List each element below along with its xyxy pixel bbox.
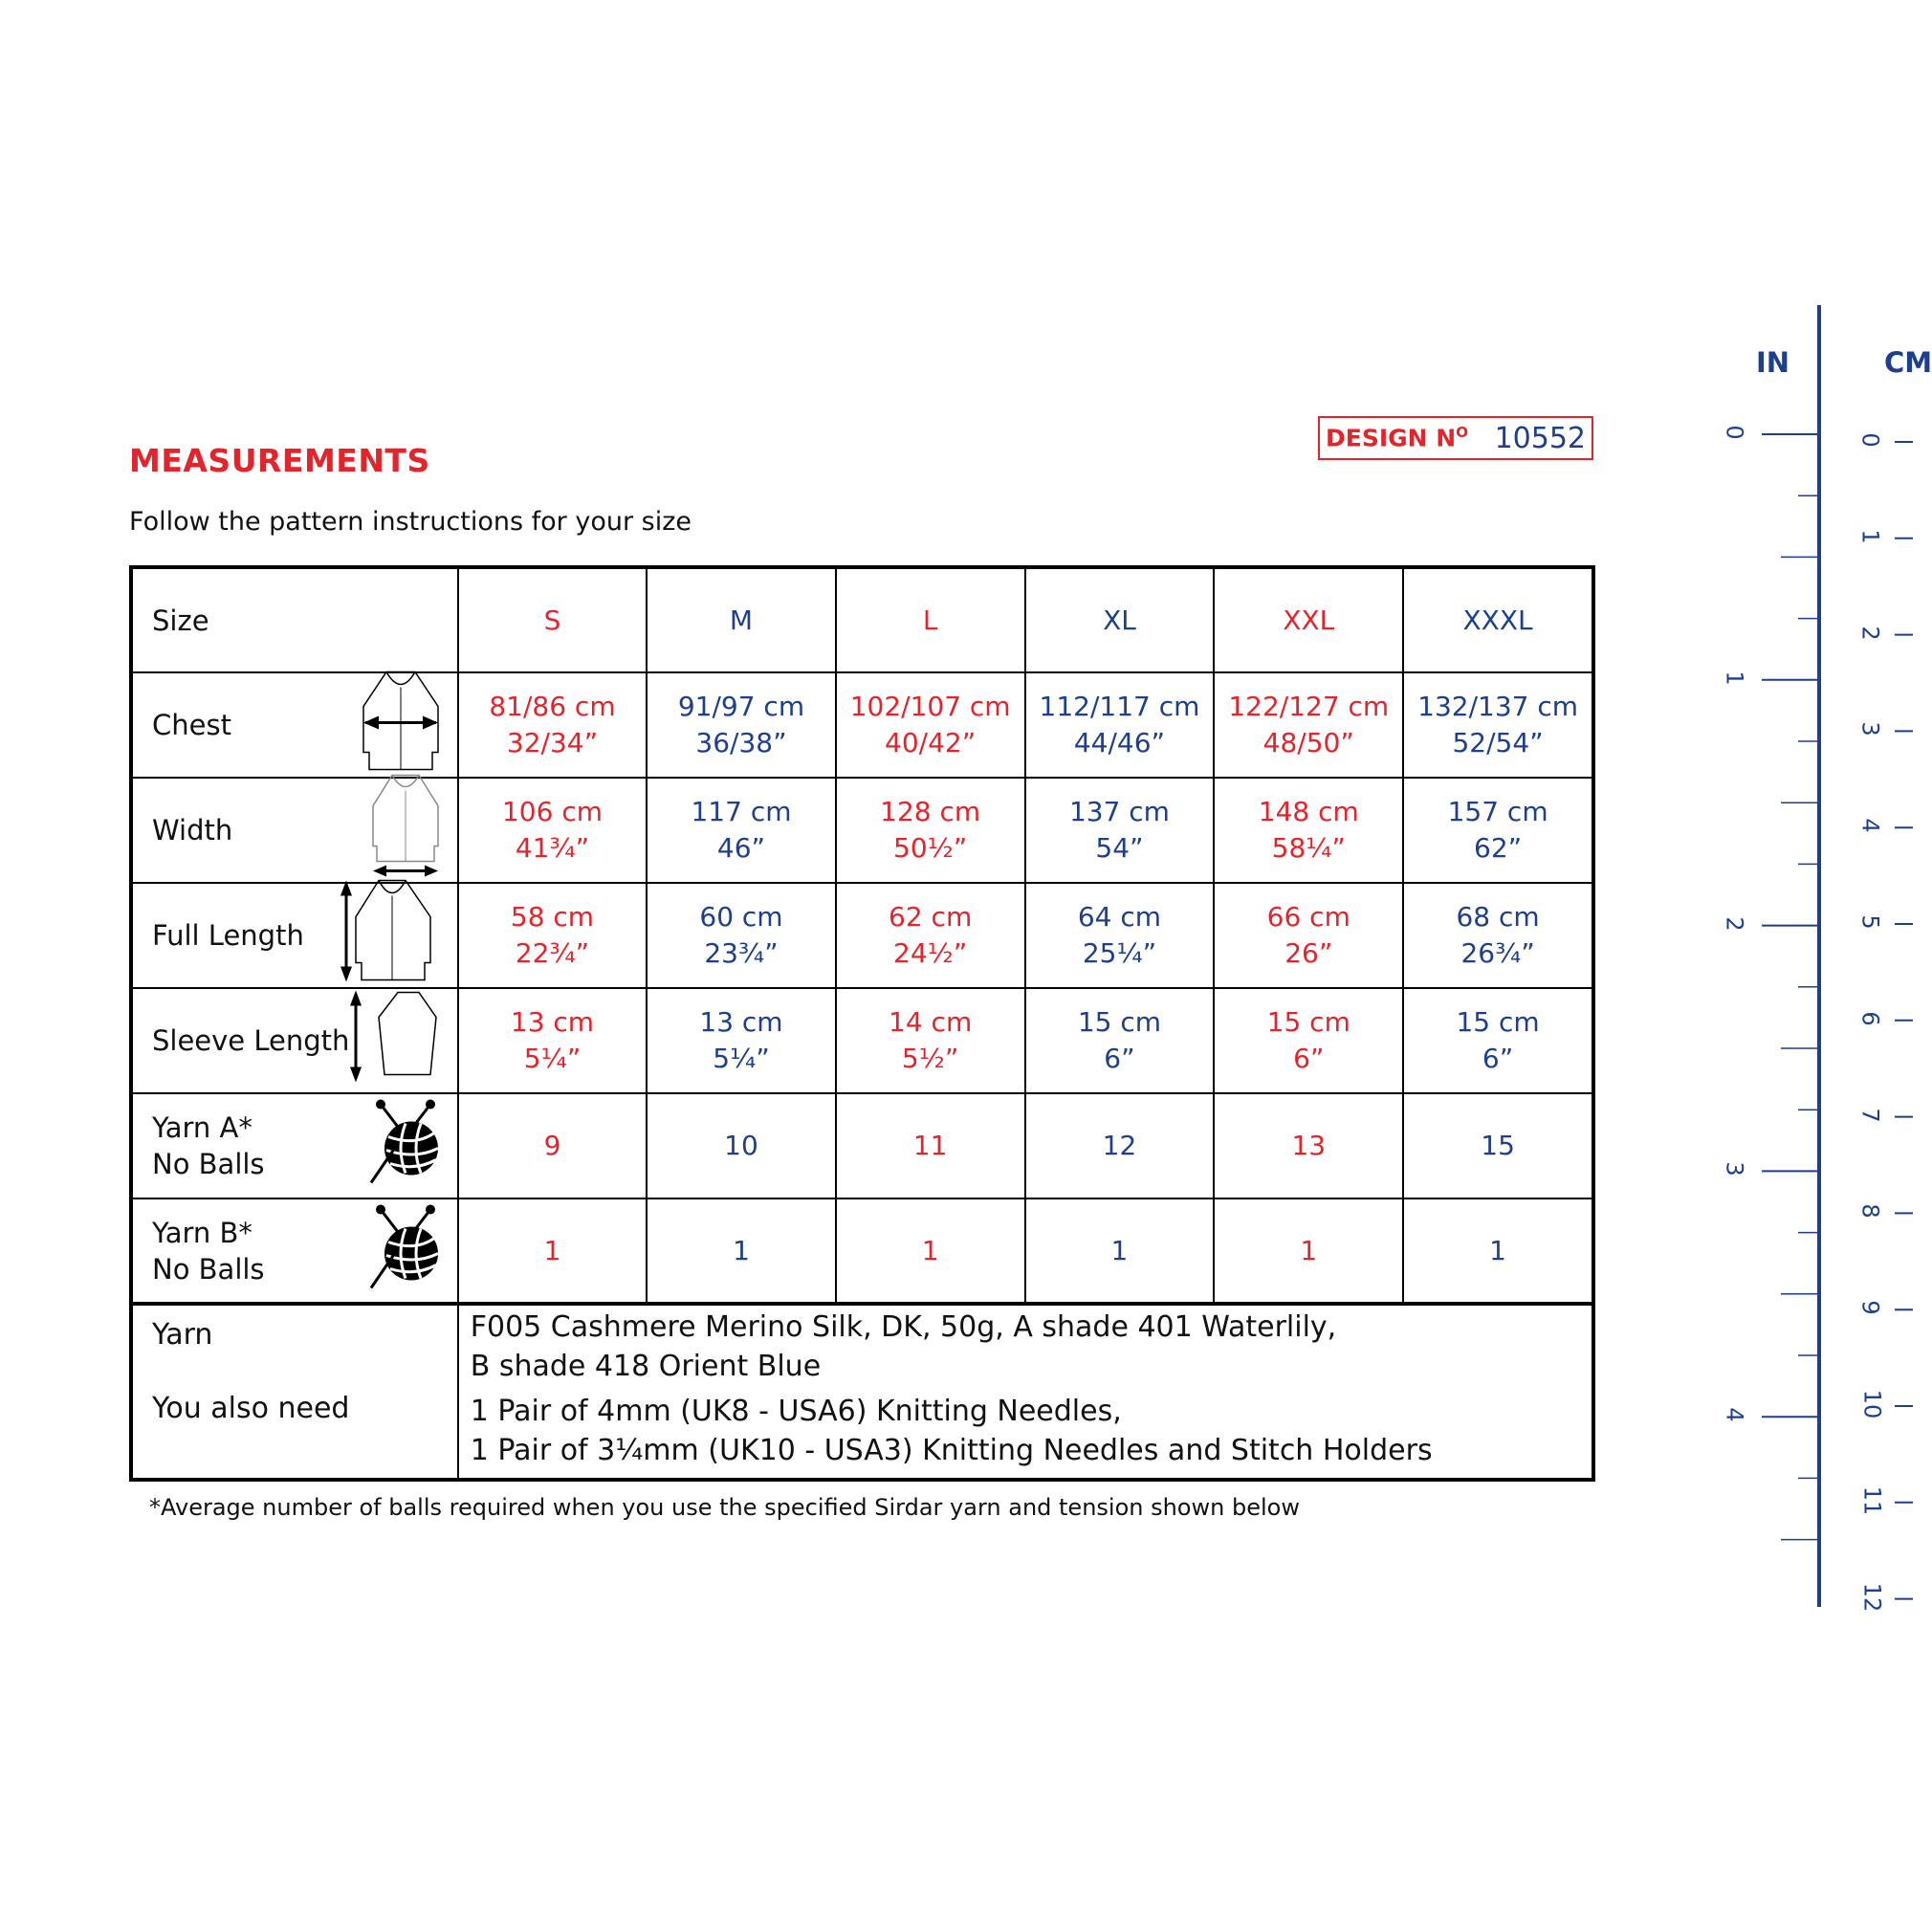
design-label	[1326, 424, 1468, 451]
value-cell	[1025, 988, 1215, 1093]
value-cell	[1403, 672, 1593, 778]
value-line: 137 cm	[1068, 796, 1170, 827]
value-line: 22¾”	[515, 937, 590, 969]
value-line: 106 cm	[501, 796, 603, 827]
value-cell	[1025, 1093, 1215, 1198]
value-cell	[1025, 672, 1215, 778]
row-label	[131, 1198, 458, 1304]
value-cell	[458, 1093, 648, 1198]
value-line: 11	[912, 1130, 948, 1161]
footnote: *Average number of balls required when you use the specified Sirdar yarn and tension shown below	[149, 1494, 1300, 1521]
cm-label: 12	[1858, 1582, 1886, 1612]
value-line: 1	[543, 1234, 561, 1266]
yarn-ball-icon	[367, 1099, 444, 1194]
value-line: 5¼”	[523, 1043, 582, 1074]
cm-label: 8	[1856, 1203, 1884, 1220]
cardigan-width-icon	[367, 774, 444, 888]
value-line: 44/46”	[1073, 727, 1166, 759]
cm-label: 5	[1856, 914, 1884, 930]
value-line: 157 cm	[1447, 796, 1548, 827]
value-line: 1	[1300, 1234, 1318, 1266]
value-line: 112/117 cm	[1039, 691, 1200, 722]
cm-label: 4	[1856, 818, 1884, 833]
size-xl: XL	[1025, 567, 1215, 672]
value-cell	[836, 1093, 1025, 1198]
value-cell	[1214, 988, 1403, 1093]
page-title: MEASUREMENTS	[129, 442, 430, 479]
value-cell	[1403, 778, 1593, 883]
value-line: 13 cm	[510, 1006, 595, 1038]
value-line: 40/42”	[885, 727, 977, 759]
value-line: 14 cm	[889, 1006, 973, 1038]
table-row	[131, 988, 1593, 1093]
value-cell	[1214, 672, 1403, 778]
value-line: 52/54”	[1452, 727, 1544, 759]
size-l: L	[836, 567, 1025, 672]
inch-label: 3	[1721, 1161, 1748, 1177]
yarn-line: B shade 418 Orient Blue	[470, 1350, 822, 1383]
value-line: 15	[1481, 1130, 1515, 1161]
value-line: 15 cm	[1077, 1006, 1162, 1038]
value-line: 1	[1110, 1234, 1129, 1266]
row-label-text: Full Length	[152, 919, 304, 952]
value-cell	[1403, 988, 1593, 1093]
row-label	[131, 778, 458, 883]
value-line: 6”	[1104, 1043, 1135, 1074]
value-line: 62 cm	[889, 901, 973, 933]
size-m: M	[647, 567, 836, 672]
value-cell	[647, 883, 836, 988]
value-cell	[647, 1198, 836, 1304]
value-line: 60 cm	[699, 901, 783, 933]
value-line: 9	[543, 1130, 561, 1161]
value-cell	[458, 778, 648, 883]
value-line: 64 cm	[1077, 901, 1162, 933]
table-row	[131, 1198, 1593, 1304]
value-cell	[1403, 1198, 1593, 1304]
size-label: Size	[131, 567, 458, 672]
need-line: 1 Pair of 4mm (UK8 - USA6) Knitting Needles,	[470, 1395, 1122, 1428]
size-xxl: XXL	[1214, 567, 1403, 672]
sleeve-length-icon	[348, 989, 444, 1093]
row-label-text: Chest	[152, 709, 231, 741]
value-line: 48/50”	[1262, 727, 1354, 759]
cardigan-length-icon	[339, 879, 444, 993]
value-cell	[1214, 778, 1403, 883]
cm-label: 6	[1856, 1011, 1884, 1026]
cm-label: 3	[1856, 721, 1884, 737]
row-label	[131, 883, 458, 988]
value-line: 13 cm	[699, 1006, 783, 1038]
cm-label: 11	[1858, 1485, 1886, 1516]
subtitle: Follow the pattern instructions for your size	[129, 507, 692, 537]
size-s: S	[458, 567, 648, 672]
value-line: 5¼”	[713, 1043, 770, 1074]
table-row	[131, 778, 1593, 883]
design-label-sup: O	[1456, 424, 1468, 442]
cm-label: 9	[1856, 1300, 1884, 1315]
value-line: 41¾”	[515, 832, 590, 864]
value-cell	[1403, 883, 1593, 988]
cm-label: 2	[1856, 625, 1884, 641]
yarn-details	[458, 1304, 1593, 1480]
value-cell	[458, 672, 648, 778]
row-label-text: Yarn B*	[152, 1216, 252, 1249]
value-cell	[836, 988, 1025, 1093]
inch-label: 1	[1721, 671, 1748, 686]
design-number: 10552	[1494, 421, 1586, 455]
value-cell	[458, 988, 648, 1093]
value-cell	[836, 1198, 1025, 1304]
value-line: 10	[724, 1130, 758, 1161]
row-label-sub: No Balls	[152, 1148, 265, 1180]
table-row	[131, 672, 1593, 778]
row-label	[131, 988, 458, 1093]
value-line: 32/34”	[506, 727, 599, 759]
value-line: 1	[1489, 1234, 1506, 1266]
yarn-ball-icon	[367, 1203, 444, 1298]
design-label-text: DESIGN N	[1326, 424, 1457, 452]
value-line: 122/127 cm	[1228, 691, 1390, 722]
row-label-text: Yarn A*	[152, 1111, 252, 1144]
value-line: 12	[1102, 1130, 1137, 1161]
cm-label: 7	[1856, 1107, 1884, 1123]
value-line: 68 cm	[1456, 901, 1540, 933]
inch-label: 2	[1721, 915, 1748, 932]
value-line: 23¾”	[704, 937, 779, 969]
value-line: 15 cm	[1266, 1006, 1350, 1038]
row-label-text: Sleeve Length	[152, 1024, 350, 1057]
value-cell	[647, 778, 836, 883]
table-row	[131, 883, 1593, 988]
value-cell	[1214, 1093, 1403, 1198]
value-line: 58 cm	[510, 901, 595, 933]
value-line: 66 cm	[1266, 901, 1350, 933]
value-line: 25¼”	[1082, 937, 1157, 969]
row-label	[131, 1093, 458, 1198]
value-line: 117 cm	[691, 796, 792, 827]
value-cell	[1214, 1198, 1403, 1304]
value-cell	[1403, 1093, 1593, 1198]
value-line: 50½”	[893, 832, 968, 864]
value-cell	[647, 1093, 836, 1198]
row-label	[131, 672, 458, 778]
row-label-sub: No Balls	[152, 1252, 265, 1286]
value-cell	[647, 672, 836, 778]
row-label-text: Width	[152, 814, 233, 847]
value-line: 58¼”	[1271, 832, 1346, 864]
value-line: 62”	[1474, 832, 1523, 864]
value-line: 24½”	[893, 937, 968, 969]
value-cell	[458, 883, 648, 988]
inch-label: 0	[1721, 425, 1748, 440]
value-cell	[1025, 778, 1215, 883]
value-line: 54”	[1095, 832, 1144, 864]
cm-label: 10	[1858, 1389, 1886, 1419]
inch-label: 4	[1721, 1407, 1748, 1422]
cm-label: 0	[1856, 432, 1884, 448]
value-cell	[1025, 883, 1215, 988]
yarn-row	[131, 1304, 1593, 1480]
value-line: 5½”	[901, 1043, 959, 1074]
value-line: 1	[733, 1234, 750, 1266]
cm-label: 1	[1856, 529, 1884, 544]
size-header-row	[131, 567, 1593, 672]
size-xxxl: XXXL	[1403, 567, 1593, 672]
value-line: 132/137 cm	[1417, 691, 1579, 722]
value-cell	[458, 1198, 648, 1304]
need-label: You also need	[152, 1392, 350, 1425]
inch-heading: IN	[1756, 346, 1790, 379]
value-line: 148 cm	[1258, 796, 1359, 827]
yarn-labels	[131, 1304, 458, 1480]
value-line: 46”	[716, 832, 766, 864]
value-line: 102/107 cm	[849, 691, 1011, 722]
value-cell	[836, 883, 1025, 988]
table-row	[131, 1093, 1593, 1198]
cardigan-chest-icon	[358, 669, 444, 782]
value-line: 1	[921, 1234, 939, 1266]
value-cell	[1025, 1198, 1215, 1304]
value-line: 81/86 cm	[489, 691, 616, 722]
value-line: 6”	[1293, 1043, 1325, 1074]
value-line: 91/97 cm	[677, 691, 805, 722]
value-cell	[1214, 883, 1403, 988]
value-cell	[836, 672, 1025, 778]
measurements-table	[129, 565, 1595, 1482]
yarn-label: Yarn	[152, 1318, 213, 1352]
value-cell	[647, 988, 836, 1093]
yarn-line: F005 Cashmere Merino Silk, DK, 50g, A shade 401 Waterlily,	[470, 1310, 1337, 1344]
cm-heading: CM	[1884, 346, 1932, 379]
value-line: 36/38”	[695, 727, 787, 759]
value-line: 26”	[1284, 937, 1333, 969]
value-line: 128 cm	[880, 796, 981, 827]
value-line: 15 cm	[1456, 1006, 1540, 1038]
value-cell	[836, 778, 1025, 883]
design-number-box	[1318, 416, 1593, 460]
value-line: 6”	[1482, 1043, 1514, 1074]
value-line: 26¾”	[1460, 937, 1535, 969]
value-line: 13	[1291, 1130, 1327, 1161]
need-line: 1 Pair of 3¼mm (UK10 - USA3) Knitting Needles and Stitch Holders	[470, 1434, 1433, 1467]
